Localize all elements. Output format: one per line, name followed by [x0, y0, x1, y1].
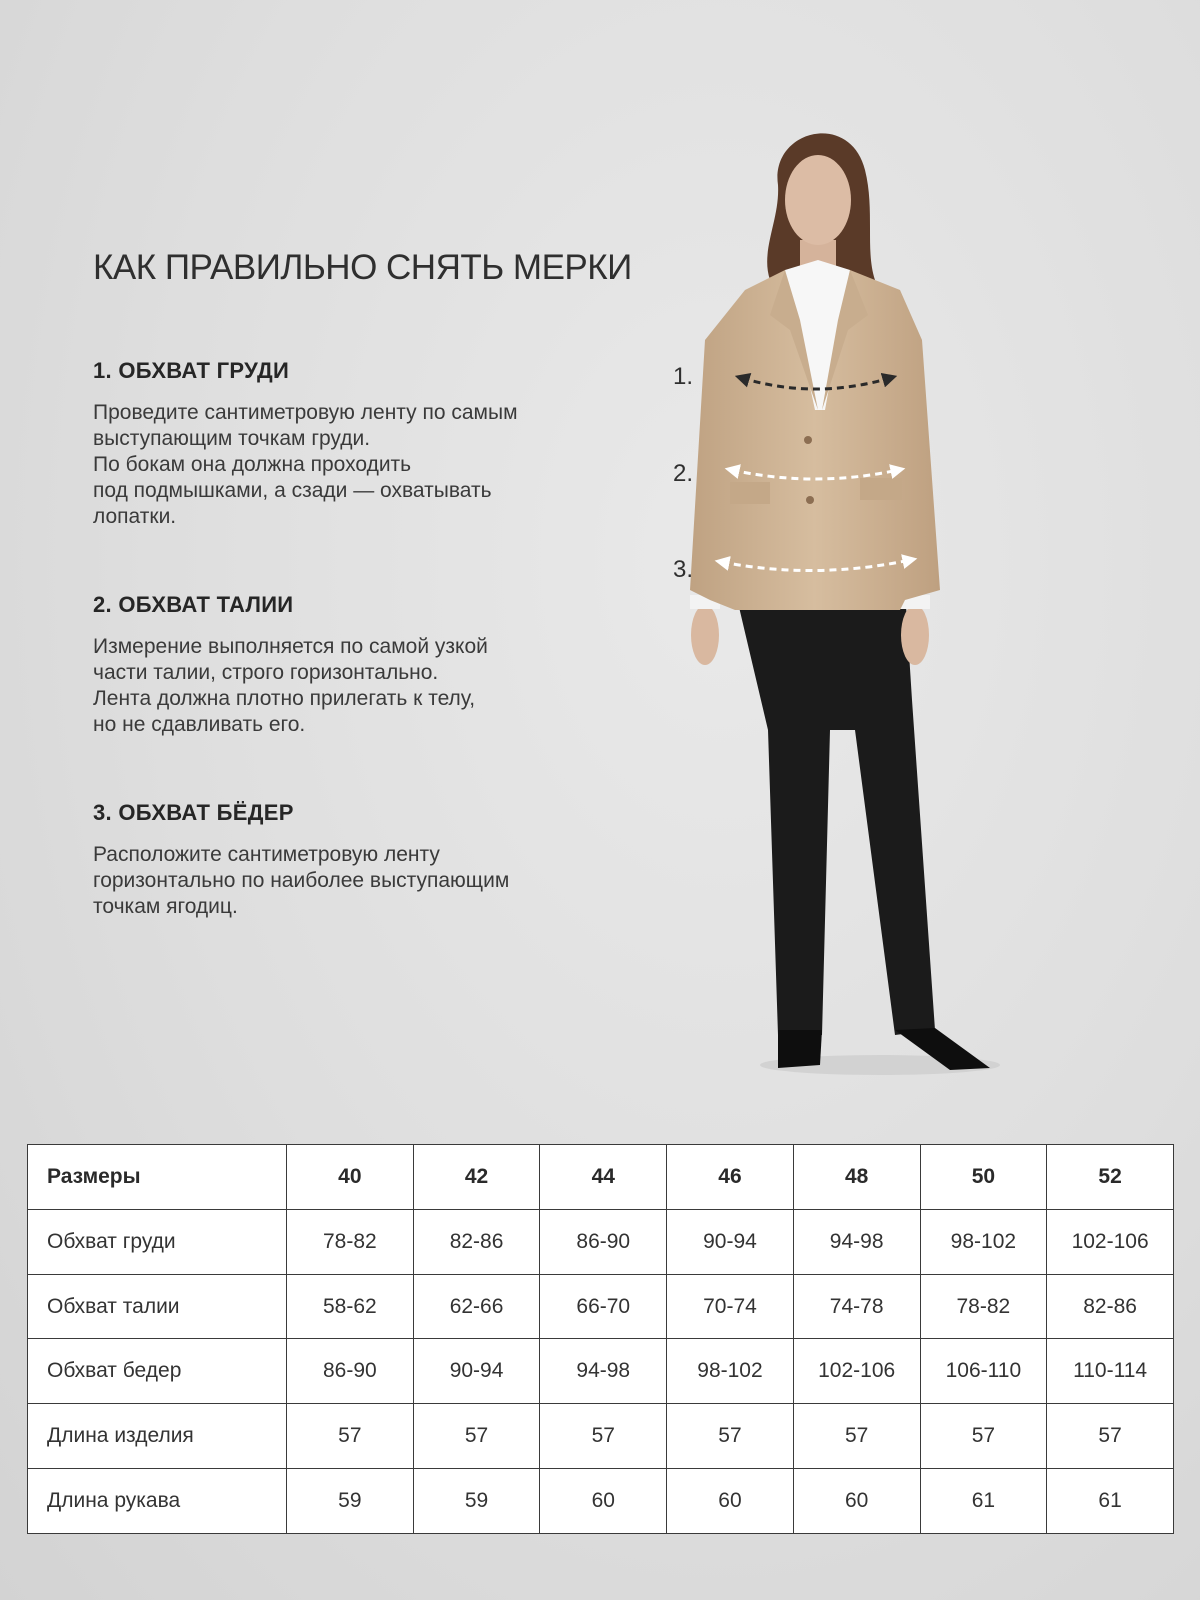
table-cell: 61 [920, 1469, 1047, 1534]
hips-text-line: горизонтально по наиболее выступающим [93, 869, 510, 892]
chest-text-line: под подмышками, а сзади — охватывать [93, 479, 492, 502]
table-cell: 61 [1047, 1469, 1174, 1534]
table-cell: 90-94 [667, 1209, 794, 1274]
chest-text-line: Проведите сантиметровую ленту по самым [93, 401, 518, 424]
waist-text-line: Лента должна плотно прилегать к телу, [93, 687, 476, 710]
table-cell: 86-90 [287, 1339, 414, 1404]
table-header-cell: 48 [793, 1145, 920, 1210]
table-row [28, 1274, 1174, 1339]
model-illustration [650, 110, 1030, 1100]
table-header-cell: 50 [920, 1145, 1047, 1210]
waist-text-line: Измерение выполняется по самой узкой [93, 635, 488, 658]
table-row [28, 1469, 1174, 1534]
table-header-cell: 52 [1047, 1145, 1174, 1210]
table-cell: 98-102 [920, 1209, 1047, 1274]
table-cell: 82-86 [1047, 1274, 1174, 1339]
table-cell: 57 [1047, 1404, 1174, 1469]
table-cell: 58-62 [287, 1274, 414, 1339]
table-cell: 59 [287, 1469, 414, 1534]
table-header-cell: 44 [540, 1145, 667, 1210]
table-row-label: Обхват бедер [28, 1339, 287, 1404]
waist-text-line: части талии, строго горизонтально. [93, 661, 439, 684]
table-cell: 57 [667, 1404, 794, 1469]
table-cell: 102-106 [1047, 1209, 1174, 1274]
chest-heading: 1. ОБХВАТ ГРУДИ [93, 358, 290, 383]
marker-hips: 3. [673, 556, 694, 583]
hips-text-line: Расположите сантиметровую ленту [93, 843, 440, 866]
table-cell: 66-70 [540, 1274, 667, 1339]
table-header-cell: 40 [287, 1145, 414, 1210]
model-figure [650, 110, 1030, 1100]
table-cell: 110-114 [1047, 1339, 1174, 1404]
table-cell: 102-106 [793, 1339, 920, 1404]
table-row-label: Длина изделия [28, 1404, 287, 1469]
table-cell: 94-98 [540, 1339, 667, 1404]
chest-text-line: лопатки. [93, 505, 177, 528]
page-title: КАК ПРАВИЛЬНО СНЯТЬ МЕРКИ [93, 248, 632, 287]
table-cell: 70-74 [667, 1274, 794, 1339]
table-cell: 57 [413, 1404, 540, 1469]
table-cell: 98-102 [667, 1339, 794, 1404]
table-row-label: Длина рукава [28, 1469, 287, 1534]
table-cell: 62-66 [413, 1274, 540, 1339]
marker-chest: 1. [673, 363, 694, 390]
table-cell: 60 [793, 1469, 920, 1534]
table-header-cell: Размеры [28, 1145, 287, 1210]
table-cell: 57 [793, 1404, 920, 1469]
table-header-cell: 42 [413, 1145, 540, 1210]
marker-waist: 2. [673, 460, 694, 487]
table-cell: 82-86 [413, 1209, 540, 1274]
table-cell: 78-82 [920, 1274, 1047, 1339]
table-cell: 57 [540, 1404, 667, 1469]
table-cell: 74-78 [793, 1274, 920, 1339]
table-cell: 94-98 [793, 1209, 920, 1274]
table-cell: 60 [667, 1469, 794, 1534]
waist-measure-section [93, 592, 633, 738]
table-cell: 60 [540, 1469, 667, 1534]
table-cell: 78-82 [287, 1209, 414, 1274]
size-table [27, 1144, 1174, 1534]
table-row [28, 1209, 1174, 1274]
table-cell: 90-94 [413, 1339, 540, 1404]
table-header-row [28, 1145, 1174, 1210]
waist-heading: 2. ОБХВАТ ТАЛИИ [93, 592, 294, 617]
hips-measure-section [93, 800, 633, 920]
chest-text-line: По бокам она должна проходить [93, 453, 412, 476]
chest-text-line: выступающим точкам груди. [93, 427, 371, 450]
table-cell: 86-90 [540, 1209, 667, 1274]
hips-heading: 3. ОБХВАТ БЁДЕР [93, 800, 294, 825]
table-row [28, 1339, 1174, 1404]
table-row-label: Обхват груди [28, 1209, 287, 1274]
table-header-cell: 46 [667, 1145, 794, 1210]
table-cell: 57 [287, 1404, 414, 1469]
table-cell: 57 [920, 1404, 1047, 1469]
table-cell: 59 [413, 1469, 540, 1534]
table-row [28, 1404, 1174, 1469]
table-cell: 106-110 [920, 1339, 1047, 1404]
chest-measure-section [93, 358, 633, 530]
table-row-label: Обхват талии [28, 1274, 287, 1339]
hips-text-line: точкам ягодиц. [93, 895, 238, 918]
waist-text-line: но не сдавливать его. [93, 713, 306, 736]
